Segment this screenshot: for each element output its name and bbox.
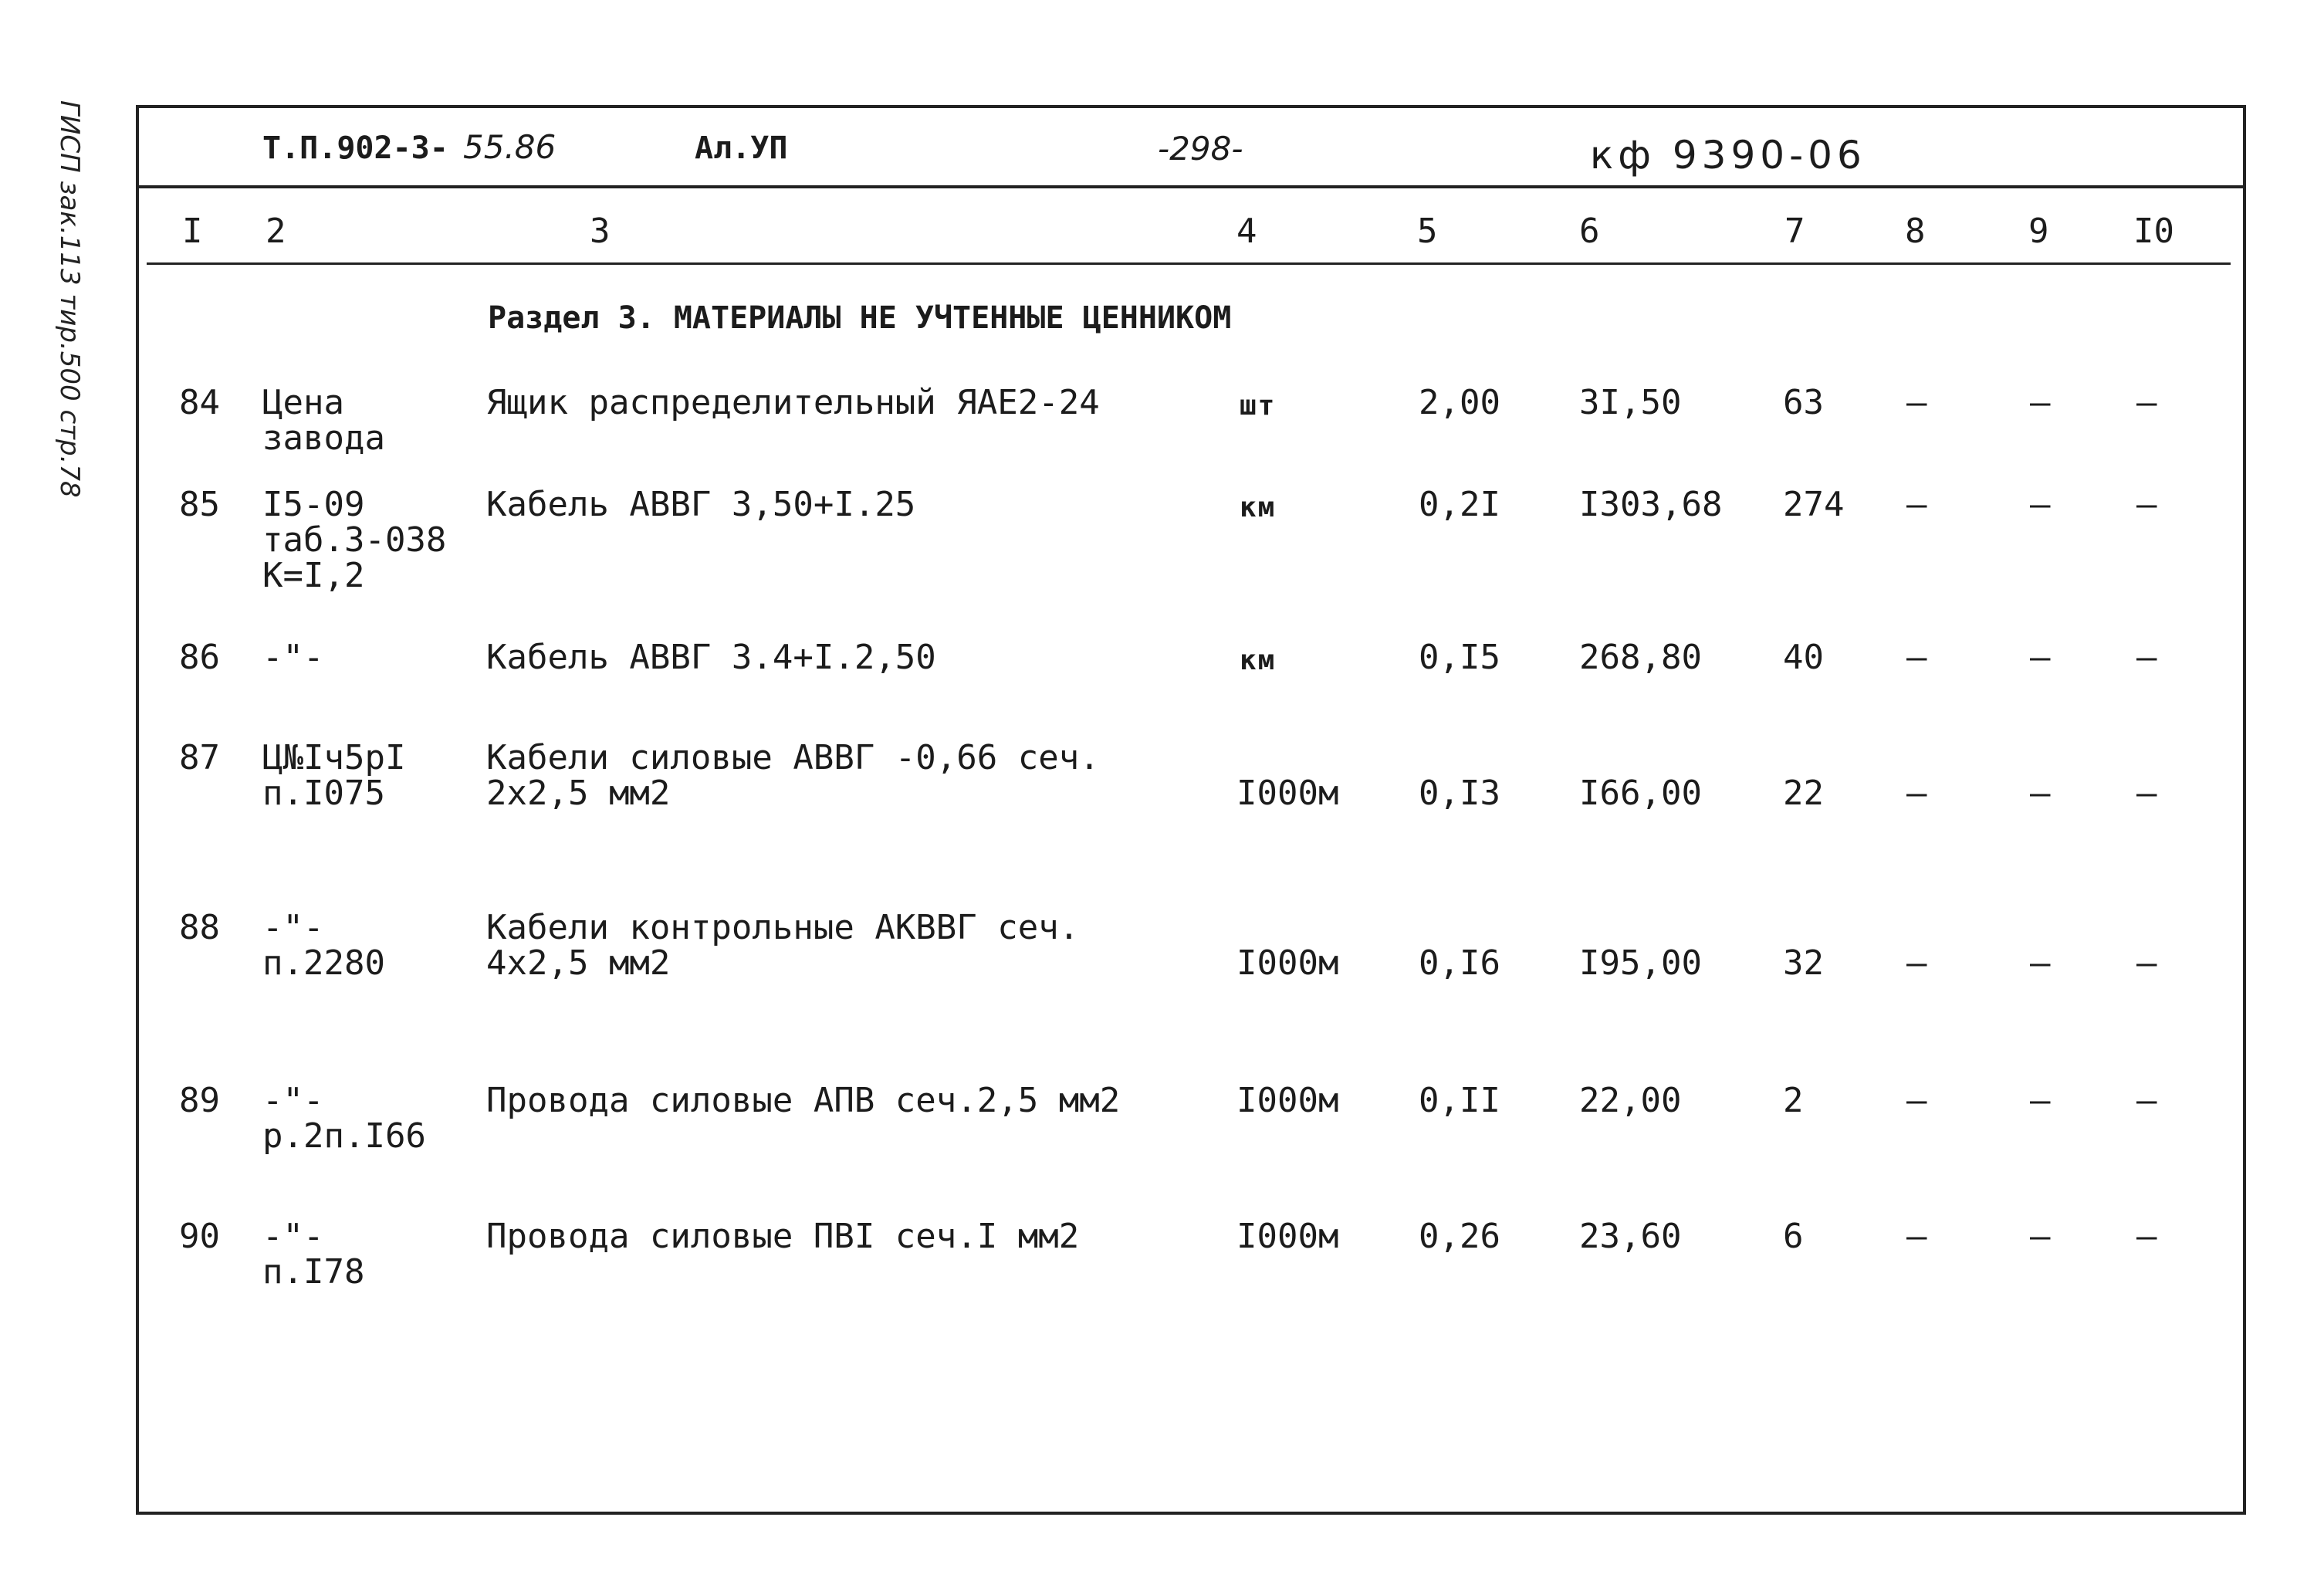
row-89-ref-line2: р.2п.I66 [262,1116,426,1156]
row-85-unit: км [1240,492,1277,523]
row-87-price: I66,00 [1579,774,1702,813]
row-86-qty: 0,I5 [1419,638,1500,677]
row-87-col9: – [2030,774,2051,813]
row-90-col9: – [2030,1217,2051,1256]
col-number-5: 5 [1417,212,1438,251]
header-rule [136,185,2246,188]
document-stamp: кф 9390-06 [1590,133,1866,178]
col-number-3: 3 [590,212,611,251]
col-number-4: 4 [1236,212,1257,251]
row-90-num: 90 [179,1217,220,1256]
row-85-ref-line2: таб.3-038 [262,520,447,560]
row-84-col9: – [2030,383,2051,422]
row-86-total: 40 [1783,638,1824,677]
row-88-col10: – [2136,943,2157,983]
section-title: Раздел 3. МАТЕРИАЛЫ НЕ УЧТЕННЫЕ ЦЕННИКОМ [488,300,1232,336]
margin-print-note: ГИСП зак.113 тир.500 стр.78 [54,100,85,498]
row-88-name-line2: 4х2,5 мм2 [486,943,671,983]
row-86-unit: км [1240,645,1277,676]
row-88-qty: 0,I6 [1419,943,1500,983]
row-90-total: 6 [1783,1217,1804,1256]
row-90-qty: 0,26 [1419,1217,1500,1256]
row-88-num: 88 [179,908,220,947]
row-87-col10: – [2136,774,2157,813]
row-87-qty: 0,I3 [1419,774,1500,813]
col-number-10: I0 [2133,212,2174,251]
col-number-9: 9 [2028,212,2049,251]
row-86-name: Кабель АВВГ 3.4+I.2,50 [486,638,936,677]
row-86-col10: – [2136,638,2157,677]
row-84-unit: шт [1240,390,1277,422]
row-84-price: 3I,50 [1579,383,1682,422]
row-89-unit: I000м [1236,1081,1339,1120]
row-90-ref-line1: -"- [262,1217,324,1256]
row-86-num: 86 [179,638,220,677]
row-85-num: 85 [179,485,220,524]
row-89-price: 22,00 [1579,1081,1682,1120]
row-85-ref-line3: К=I,2 [262,556,365,595]
row-84-name: Ящик распределительный ЯАЕ2-24 [486,383,1100,422]
row-87-ref-line1: Ц№Iч5рI [262,738,406,777]
row-86-ref-line1: -"- [262,638,324,677]
row-89-col9: – [2030,1081,2051,1120]
row-90-col8: – [1906,1217,1927,1256]
row-89-qty: 0,II [1419,1081,1500,1120]
project-code: Т.П.902-3- [262,130,448,166]
page-number: -298- [1158,130,1243,168]
row-88-ref-line1: -"- [262,908,324,947]
row-86-price: 268,80 [1579,638,1702,677]
row-87-ref-line2: п.I075 [262,774,385,813]
row-85-col9: – [2030,485,2051,524]
row-84-ref-line2: завода [262,418,385,458]
row-86-col9: – [2030,638,2051,677]
row-85-ref-line1: I5-09 [262,485,365,524]
album-label: Ал.УП [695,130,788,166]
row-87-num: 87 [179,738,220,777]
row-89-num: 89 [179,1081,220,1120]
row-88-name-line1: Кабели контрольные АКВВГ сеч. [486,908,1080,947]
row-89-col8: – [1906,1081,1927,1120]
row-88-col8: – [1906,943,1927,983]
row-85-total: 274 [1783,485,1845,524]
row-84-col8: – [1906,383,1927,422]
row-89-name: Провода силовые АПВ сеч.2,5 мм2 [486,1081,1121,1120]
row-90-ref-line2: п.I78 [262,1252,365,1292]
project-code-handwritten: 55.86 [463,128,556,166]
row-84-ref-line1: Цена [262,383,344,422]
row-84-num: 84 [179,383,220,422]
row-84-qty: 2,00 [1419,383,1500,422]
row-87-total: 22 [1783,774,1824,813]
col-number-8: 8 [1905,212,1926,251]
col-number-1: I [182,212,203,251]
col-number-2: 2 [266,212,286,251]
row-84-total: 63 [1783,383,1824,422]
row-85-qty: 0,2I [1419,485,1500,524]
row-88-price: I95,00 [1579,943,1702,983]
row-88-total: 32 [1783,943,1824,983]
row-87-name-line1: Кабели силовые АВВГ -0,66 сеч. [486,738,1100,777]
col-number-6: 6 [1579,212,1600,251]
row-88-ref-line2: п.2280 [262,943,385,983]
row-85-col10: – [2136,485,2157,524]
row-87-col8: – [1906,774,1927,813]
row-90-price: 23,60 [1579,1217,1682,1256]
row-89-total: 2 [1783,1081,1804,1120]
row-88-col9: – [2030,943,2051,983]
row-90-name: Провода силовые ПВI сеч.I мм2 [486,1217,1080,1256]
row-89-col10: – [2136,1081,2157,1120]
row-87-name-line2: 2х2,5 мм2 [486,774,671,813]
row-86-col8: – [1906,638,1927,677]
col-number-7: 7 [1784,212,1805,251]
row-85-name: Кабель АВВГ 3,50+I.25 [486,485,916,524]
row-85-price: I303,68 [1579,485,1723,524]
row-84-col10: – [2136,383,2157,422]
row-85-col8: – [1906,485,1927,524]
row-88-unit: I000м [1236,943,1339,983]
row-90-unit: I000м [1236,1217,1339,1256]
row-89-ref-line1: -"- [262,1081,324,1120]
row-90-col10: – [2136,1217,2157,1256]
row-87-unit: I000м [1236,774,1339,813]
column-header-rule [147,262,2231,265]
